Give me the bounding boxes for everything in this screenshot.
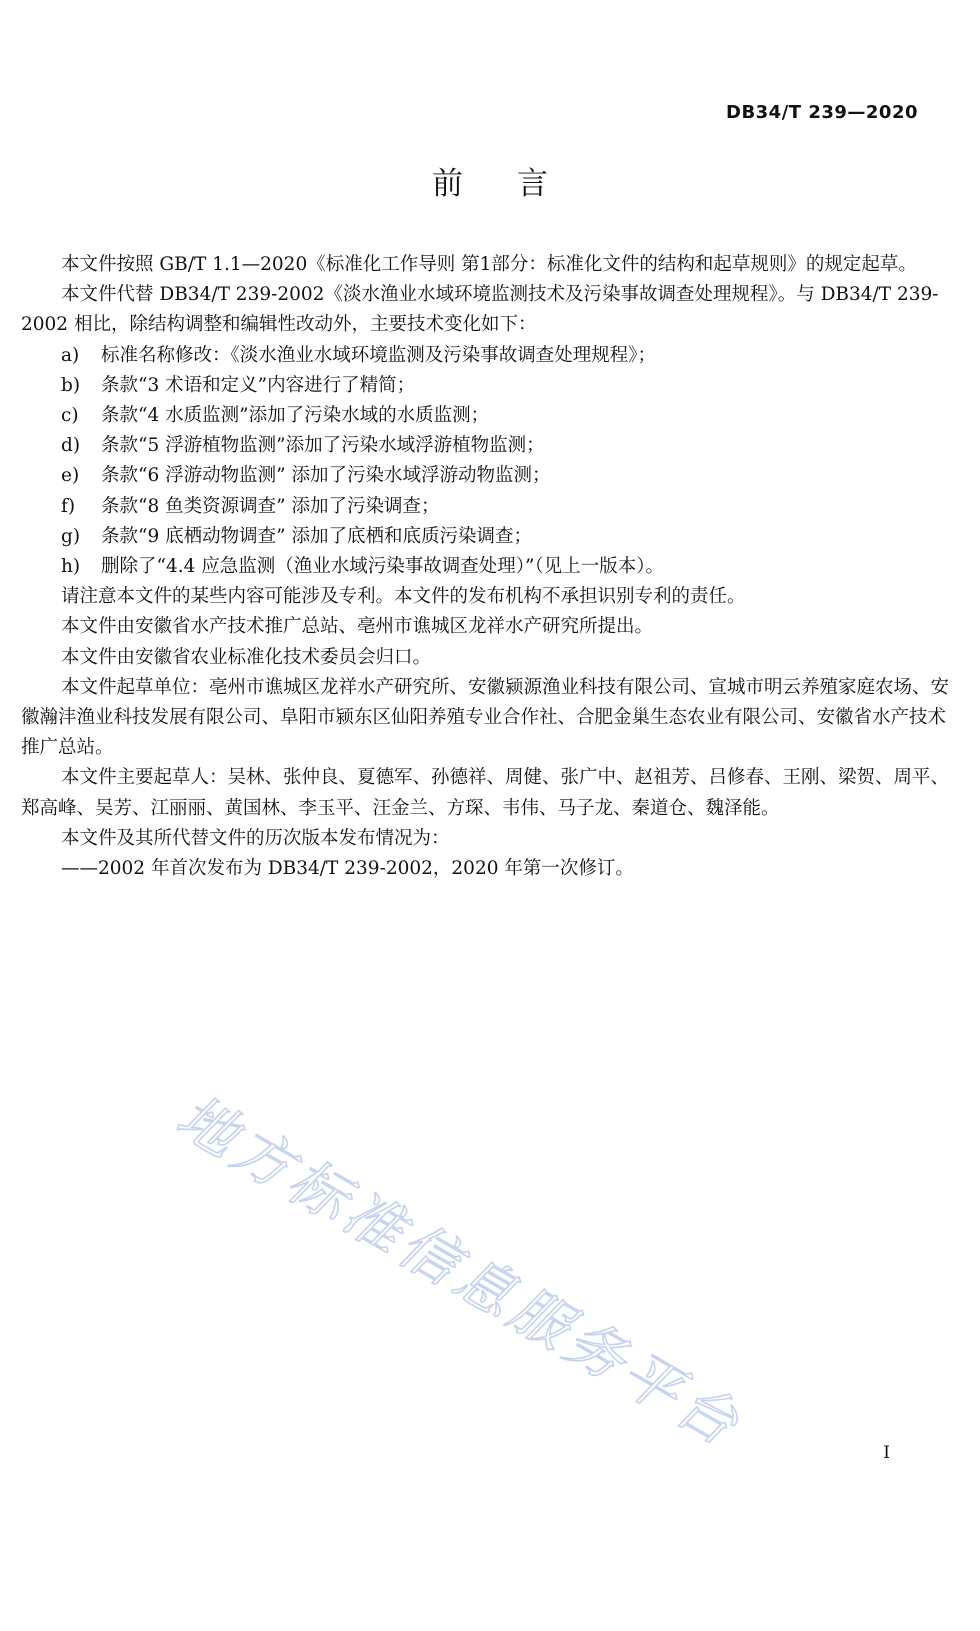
list-item-text: 条款“4 水质监测”添加了污染水域的水质监测；: [101, 405, 490, 427]
list-marker: a): [61, 344, 80, 366]
list-item-text: 条款“5 浮游植物监测”添加了污染水域浮游植物监测；: [101, 435, 545, 457]
paragraph-replacement: 本文件代替 DB34/T 239-2002《淡水渔业水域环境监测技术及污染事故调查处理规程》。与 DB34/T 239-2002 相比，除结构调整和编辑性改动外，主要技术变化如下：: [21, 284, 939, 336]
list-marker: b): [61, 374, 81, 396]
list-marker: e): [61, 465, 80, 487]
list-marker: d): [61, 435, 81, 457]
drafters: 本文件主要起草人：吴林、张仲良、夏德军、孙德祥、周健、张广中、赵祖芳、吕修春、王刚、梁贺、周平、郑高峰、吴芳、江丽丽、黄国林、李玉平、汪金兰、方琛、韦伟、马子龙、秦道仓、魏泽能。: [21, 767, 950, 819]
list-item-text: 标准名称修改：《淡水渔业水域环境监测及污染事故调查处理规程》；: [101, 344, 657, 366]
list-item: [21, 371, 959, 401]
list-item-text: 条款“8 鱼类资源调查” 添加了污染调查；: [101, 495, 440, 517]
list-item-text: 条款“9 底栖动物调查” 添加了底栖和底质污染调查；: [101, 525, 532, 547]
list-item-text: 条款“6 浮游动物监测” 添加了污染水域浮游动物监测；: [101, 465, 551, 487]
list-item-text: 条款“3 术语和定义”内容进行了精简；: [101, 374, 416, 396]
changes-list: [21, 341, 959, 583]
list-item: [21, 401, 959, 431]
list-item: [21, 552, 959, 582]
list-marker: c): [61, 405, 79, 427]
list-item: [21, 522, 959, 552]
watermark: 地方标准信息服务平台: [165, 1081, 754, 1461]
committee-statement: 本文件由安徽省农业标准化技术委员会归口。: [61, 646, 432, 668]
page-title: 前言: [432, 166, 602, 202]
paragraph-drafting-basis: 本文件按照 GB/T 1.1—2020《标准化工作导则 第1部分：标准化文件的结构和起草规则》的规定起草。: [61, 254, 917, 275]
list-item: [21, 492, 959, 522]
patent-notice: 请注意本文件的某些内容可能涉及专利。本文件的发布机构不承担识别专利的责任。: [61, 586, 746, 608]
page-number: I: [883, 1443, 890, 1463]
document-id: DB34/T 239—2020: [726, 102, 918, 123]
proposer-statement: 本文件由安徽省水产技术推广总站、亳州市谯城区龙祥水产研究所提出。: [61, 616, 654, 638]
list-marker: h): [61, 556, 81, 578]
list-item: [21, 461, 959, 491]
drafting-units: 本文件起草单位：亳州市谯城区龙祥水产研究所、安徽颍源渔业科技有限公司、宣城市明云养殖家庭农场、安徽瀚沣渔业科技发展有限公司、阜阳市颍东区仙阳养殖专业合作社、合肥金巢生态农业有限公司、安徽省水产技术推广总站。: [21, 676, 950, 759]
foreword-body: [21, 250, 959, 884]
list-item: [21, 431, 959, 461]
version-history-item: ——2002 年首次发布为 DB34/T 239-2002，2020 年第一次修订。: [61, 858, 634, 880]
version-history-heading: 本文件及其所代替文件的历次版本发布情况为：: [61, 827, 450, 849]
list-marker: g): [61, 525, 81, 547]
list-item-text: 删除了“4.4 应急监测（渔业水域污染事故调查处理）”（见上一版本）。: [101, 556, 664, 578]
list-marker: f): [61, 495, 76, 517]
list-item: [21, 341, 959, 371]
